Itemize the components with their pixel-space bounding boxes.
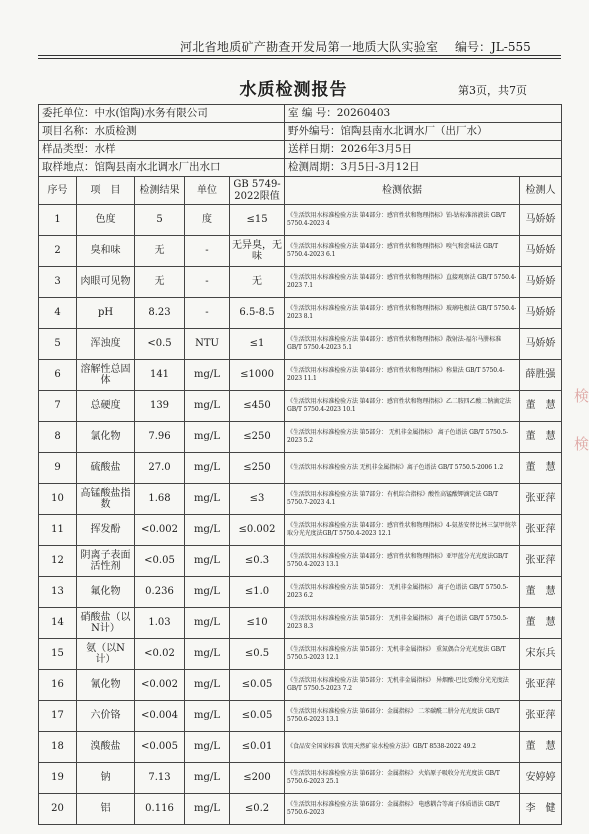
- row-limit: ≤250: [230, 453, 285, 484]
- table-row: [39, 267, 562, 298]
- room-label: 室 编 号：: [288, 107, 337, 120]
- field-label: 野外编号：: [288, 125, 341, 138]
- row-reference: 《生活饮用水标准检验方法 第4部分：感官性状和物理指标》称量法 GB/T 5750.4-2023 11.1: [285, 360, 520, 391]
- location-value: 馆陶县南水北调水厂出水口: [94, 161, 221, 174]
- sample-value: 水样: [94, 143, 116, 156]
- row-unit: mg/L: [185, 639, 230, 670]
- row-unit: -: [185, 236, 230, 267]
- row-number: 1: [39, 205, 77, 236]
- row-person: 李 健: [520, 794, 562, 825]
- row-person: 马娇娇: [520, 329, 562, 360]
- row-reference: 《生活饮用水标准检验方法 第4部分：感官性状和物理指标》亚甲蓝分光光度法GB/T 5750.4-2023 13.1: [285, 546, 520, 577]
- lab-stamp: 検 検: [574, 387, 589, 453]
- table-row: [39, 205, 562, 236]
- row-number: 17: [39, 701, 77, 732]
- row-reference: 《生活饮用水标准检验方法 无机非金属指标》离子色谱法 GB/T 5750.5-2006 1.2: [285, 453, 520, 484]
- row-result: <0.002: [135, 670, 185, 701]
- row-person: 张亚萍: [520, 670, 562, 701]
- row-unit: 度: [185, 205, 230, 236]
- row-person: 董 慧: [520, 422, 562, 453]
- table-row: [39, 329, 562, 360]
- row-result: 无: [135, 236, 185, 267]
- client-label: 委托单位：: [42, 107, 95, 120]
- row-person: 董 慧: [520, 391, 562, 422]
- row-number: 10: [39, 484, 77, 515]
- info-row-project: [39, 123, 562, 141]
- row-result: 141: [135, 360, 185, 391]
- col-header-item: 项 目: [77, 177, 135, 205]
- row-result: 7.13: [135, 763, 185, 794]
- row-reference: 《生活饮用水标准检验方法 第4部分：感官性状和物理指标》直接观察法 GB/T 5750.4-2023 7.1: [285, 267, 520, 298]
- report-table: [38, 104, 562, 825]
- row-item: 氰化物: [77, 670, 135, 701]
- lab-name: 河北省地质矿产勘查开发局第一地质大队实验室: [180, 40, 439, 54]
- table-row: [39, 577, 562, 608]
- row-unit: mg/L: [185, 546, 230, 577]
- row-unit: mg/L: [185, 701, 230, 732]
- row-limit: ≤0.2: [230, 794, 285, 825]
- row-person: 马娇娇: [520, 236, 562, 267]
- header-rule-thin: [38, 58, 561, 59]
- row-item: 肉眼可见物: [77, 267, 135, 298]
- table-row: [39, 670, 562, 701]
- project-cell: [39, 123, 285, 141]
- row-unit: -: [185, 298, 230, 329]
- row-unit: -: [185, 267, 230, 298]
- room-cell: [285, 105, 562, 123]
- row-reference: 《食品安全国家标准 饮用天然矿泉水检验方法》GB/T 8538-2022 49.2: [285, 732, 520, 763]
- row-unit: NTU: [185, 329, 230, 360]
- row-unit: mg/L: [185, 515, 230, 546]
- row-unit: mg/L: [185, 732, 230, 763]
- row-item: 氟化物: [77, 577, 135, 608]
- row-limit: ≤1000: [230, 360, 285, 391]
- room-value: 20260403: [336, 107, 391, 120]
- row-item: 氨（以N计）: [77, 639, 135, 670]
- row-result: <0.5: [135, 329, 185, 360]
- row-limit: ≤0.05: [230, 670, 285, 701]
- row-number: 19: [39, 763, 77, 794]
- row-number: 2: [39, 236, 77, 267]
- row-limit: ≤3: [230, 484, 285, 515]
- row-unit: mg/L: [185, 794, 230, 825]
- row-item: 臭和味: [77, 236, 135, 267]
- location-cell: [39, 159, 285, 177]
- table-row: [39, 453, 562, 484]
- table-row: [39, 391, 562, 422]
- results-body: [39, 205, 562, 825]
- row-limit: ≤450: [230, 391, 285, 422]
- row-person: 宋东兵: [520, 639, 562, 670]
- row-person: 马娇娇: [520, 267, 562, 298]
- field-value: 馆陶县南水北调水厂（出厂水）: [340, 125, 488, 138]
- row-reference: 《生活饮用水标准检验方法 第4部分：感官性状和物理指标》散射法-福尔马肼标准 GB/T 5750.4-2023 5.1: [285, 329, 520, 360]
- row-unit: mg/L: [185, 484, 230, 515]
- sample-cell: [39, 141, 285, 159]
- row-reference: 《生活饮用水标准检验方法 第6部分：金属指标》 二苯碳酰二肼分光光度法 GB/T 5750.6-2023 13.1: [285, 701, 520, 732]
- row-item: 色度: [77, 205, 135, 236]
- row-limit: 无异臭，无味: [230, 236, 285, 267]
- row-item: 挥发酚: [77, 515, 135, 546]
- location-label: 取样地点：: [42, 161, 95, 174]
- row-person: 马娇娇: [520, 205, 562, 236]
- row-result: 27.0: [135, 453, 185, 484]
- row-item: pH: [77, 298, 135, 329]
- row-limit: ≤0.002: [230, 515, 285, 546]
- row-result: 5: [135, 205, 185, 236]
- row-item: 溴酸盐: [77, 732, 135, 763]
- row-person: 张亚萍: [520, 484, 562, 515]
- row-unit: mg/L: [185, 422, 230, 453]
- row-result: 0.116: [135, 794, 185, 825]
- row-item: 钠: [77, 763, 135, 794]
- row-item: 硫酸盐: [77, 453, 135, 484]
- row-reference: 《生活饮用水标准检验方法 第4部分：感官性状和物理指标》玻璃电极法 GB/T 5750.4-2023 8.1: [285, 298, 520, 329]
- col-header-result: 检测结果: [135, 177, 185, 205]
- col-header-limit: GB 5749-2022限值: [230, 177, 285, 205]
- row-number: 8: [39, 422, 77, 453]
- row-number: 6: [39, 360, 77, 391]
- client-value: 中水(馆陶)水务有限公司: [94, 107, 208, 120]
- info-row-location: [39, 159, 562, 177]
- row-limit: 无: [230, 267, 285, 298]
- table-row: [39, 236, 562, 267]
- row-person: 薛胜强: [520, 360, 562, 391]
- row-unit: mg/L: [185, 608, 230, 639]
- row-item: 铝: [77, 794, 135, 825]
- row-result: <0.005: [135, 732, 185, 763]
- row-unit: mg/L: [185, 763, 230, 794]
- row-result: <0.004: [135, 701, 185, 732]
- row-reference: 《生活饮用水标准检验方法 第6部分：金属指标》 火焰原子吸收分光光度法 GB/T 5750.6-2023 25.1: [285, 763, 520, 794]
- row-reference: 《生活饮用水标准检验方法 第5部分： 无机非金属指标》 离子色谱法 GB/T 5750.5-2023 8.3: [285, 608, 520, 639]
- row-number: 3: [39, 267, 77, 298]
- table-row: [39, 484, 562, 515]
- row-person: 董 慧: [520, 453, 562, 484]
- report-title: 水质检测报告: [239, 80, 348, 100]
- period-value: 3月5日-3月12日: [340, 161, 420, 174]
- row-number: 5: [39, 329, 77, 360]
- row-result: 1.68: [135, 484, 185, 515]
- page-indicator: 第3页，共7页: [458, 84, 527, 97]
- column-header-row: [39, 177, 562, 205]
- date-label: 送样日期：: [288, 143, 341, 156]
- client-cell: [39, 105, 285, 123]
- row-reference: 《生活饮用水标准检验方法 第5部分：无机非金属指标》 重氮偶合分光光度法 GB/T 5750.5-2023 12.1: [285, 639, 520, 670]
- row-limit: ≤10: [230, 608, 285, 639]
- row-number: 20: [39, 794, 77, 825]
- row-number: 12: [39, 546, 77, 577]
- row-person: 张亚萍: [520, 701, 562, 732]
- date-value: 2026年3月5日: [340, 143, 413, 156]
- project-label: 项目名称：: [42, 125, 95, 138]
- project-value: 水质检测: [94, 125, 137, 138]
- row-number: 7: [39, 391, 77, 422]
- row-person: 安婷婷: [520, 763, 562, 794]
- row-result: 7.96: [135, 422, 185, 453]
- row-item: 高锰酸盐指数: [77, 484, 135, 515]
- period-cell: [285, 159, 562, 177]
- row-number: 18: [39, 732, 77, 763]
- col-header-reference: 检测依据: [285, 177, 520, 205]
- table-row: [39, 515, 562, 546]
- row-number: 14: [39, 608, 77, 639]
- header-rule: [38, 55, 561, 56]
- table-row: [39, 639, 562, 670]
- table-row: [39, 763, 562, 794]
- row-reference: 《生活饮用水标准检验方法 第5部分： 无机非金属指标》 离子色谱法 GB/T 5750.5-2023 5.2: [285, 422, 520, 453]
- row-result: 无: [135, 267, 185, 298]
- period-label: 检测周期：: [288, 161, 341, 174]
- table-row: [39, 608, 562, 639]
- row-item: 六价铬: [77, 701, 135, 732]
- row-item: 阴离子表面活性剂: [77, 546, 135, 577]
- table-row: [39, 360, 562, 391]
- row-unit: mg/L: [185, 577, 230, 608]
- row-result: <0.05: [135, 546, 185, 577]
- row-limit: ≤200: [230, 763, 285, 794]
- row-number: 13: [39, 577, 77, 608]
- info-row-sample: [39, 141, 562, 159]
- date-cell: [285, 141, 562, 159]
- info-row-client: [39, 105, 562, 123]
- row-item: 浑浊度: [77, 329, 135, 360]
- row-reference: 《生活饮用水标准检验方法 第5部分：无机非金属指标》 异烟酸-巴比妥酸分光光度法 GB/T 5750.5-2023 7.2: [285, 670, 520, 701]
- row-person: 张亚萍: [520, 546, 562, 577]
- table-row: [39, 422, 562, 453]
- row-item: 溶解性总固体: [77, 360, 135, 391]
- row-unit: mg/L: [185, 453, 230, 484]
- row-reference: 《生活饮用水标准检验方法 第4部分：感官性状和物理指标》铂-钴标准溶液法 GB/T 5750.4-2023 4: [285, 205, 520, 236]
- row-result: <0.02: [135, 639, 185, 670]
- row-number: 16: [39, 670, 77, 701]
- col-header-unit: 单位: [185, 177, 230, 205]
- row-reference: 《生活饮用水标准检验方法 第4部分：感官性状和物理指标》4-氨基安替比林三氯甲烷萃取分光光度法GB/T 5750.4-2023 12.1: [285, 515, 520, 546]
- row-person: 董 慧: [520, 732, 562, 763]
- row-result: 8.23: [135, 298, 185, 329]
- row-result: <0.002: [135, 515, 185, 546]
- row-limit: ≤0.3: [230, 546, 285, 577]
- row-limit: ≤1.0: [230, 577, 285, 608]
- row-number: 4: [39, 298, 77, 329]
- row-limit: ≤15: [230, 205, 285, 236]
- row-result: 139: [135, 391, 185, 422]
- table-row: [39, 546, 562, 577]
- col-header-person: 检测人: [520, 177, 562, 205]
- row-person: 马娇娇: [520, 298, 562, 329]
- row-unit: mg/L: [185, 391, 230, 422]
- row-number: 15: [39, 639, 77, 670]
- row-result: 0.236: [135, 577, 185, 608]
- row-item: 总硬度: [77, 391, 135, 422]
- row-number: 9: [39, 453, 77, 484]
- row-limit: ≤250: [230, 422, 285, 453]
- row-unit: mg/L: [185, 670, 230, 701]
- row-number: 11: [39, 515, 77, 546]
- row-person: 董 慧: [520, 608, 562, 639]
- row-limit: ≤1: [230, 329, 285, 360]
- row-reference: 《生活饮用水标准检验方法 第4部分：感官性状和物理指标》嗅气和尝味法 GB/T 5750.4-2023 6.1: [285, 236, 520, 267]
- row-limit: ≤0.05: [230, 701, 285, 732]
- field-cell: [285, 123, 562, 141]
- row-limit: ≤0.01: [230, 732, 285, 763]
- row-reference: 《生活饮用水标准检验方法 第5部分： 无机非金属指标》 离子色谱法 GB/T 5750.5-2023 6.2: [285, 577, 520, 608]
- row-reference: 《生活饮用水标准检验方法 第6部分：金属指标》 电感耦合等离子体质谱法 GB/T 5750.6-2023: [285, 794, 520, 825]
- row-result: 1.03: [135, 608, 185, 639]
- document-number: 编号：JL-555: [455, 40, 531, 54]
- sample-label: 样品类型：: [42, 143, 95, 156]
- row-limit: ≤0.5: [230, 639, 285, 670]
- table-row: [39, 298, 562, 329]
- row-limit: 6.5-8.5: [230, 298, 285, 329]
- row-item: 硝酸盐（以N计）: [77, 608, 135, 639]
- row-reference: 《生活饮用水标准检验方法 第4部分：感官性状和物理指标》乙二胺四乙酸二钠滴定法 GB/T 5750.4-2023 10.1: [285, 391, 520, 422]
- table-row: [39, 701, 562, 732]
- row-unit: mg/L: [185, 360, 230, 391]
- col-header-no: 序号: [39, 177, 77, 205]
- table-row: [39, 732, 562, 763]
- table-row: [39, 794, 562, 825]
- row-person: 董 慧: [520, 577, 562, 608]
- row-person: 张亚萍: [520, 515, 562, 546]
- row-reference: 《生活饮用水标准检验方法 第7部分：有机综合指标》酸性高锰酸钾滴定法 GB/T 5750.7-2023 4.1: [285, 484, 520, 515]
- row-item: 氯化物: [77, 422, 135, 453]
